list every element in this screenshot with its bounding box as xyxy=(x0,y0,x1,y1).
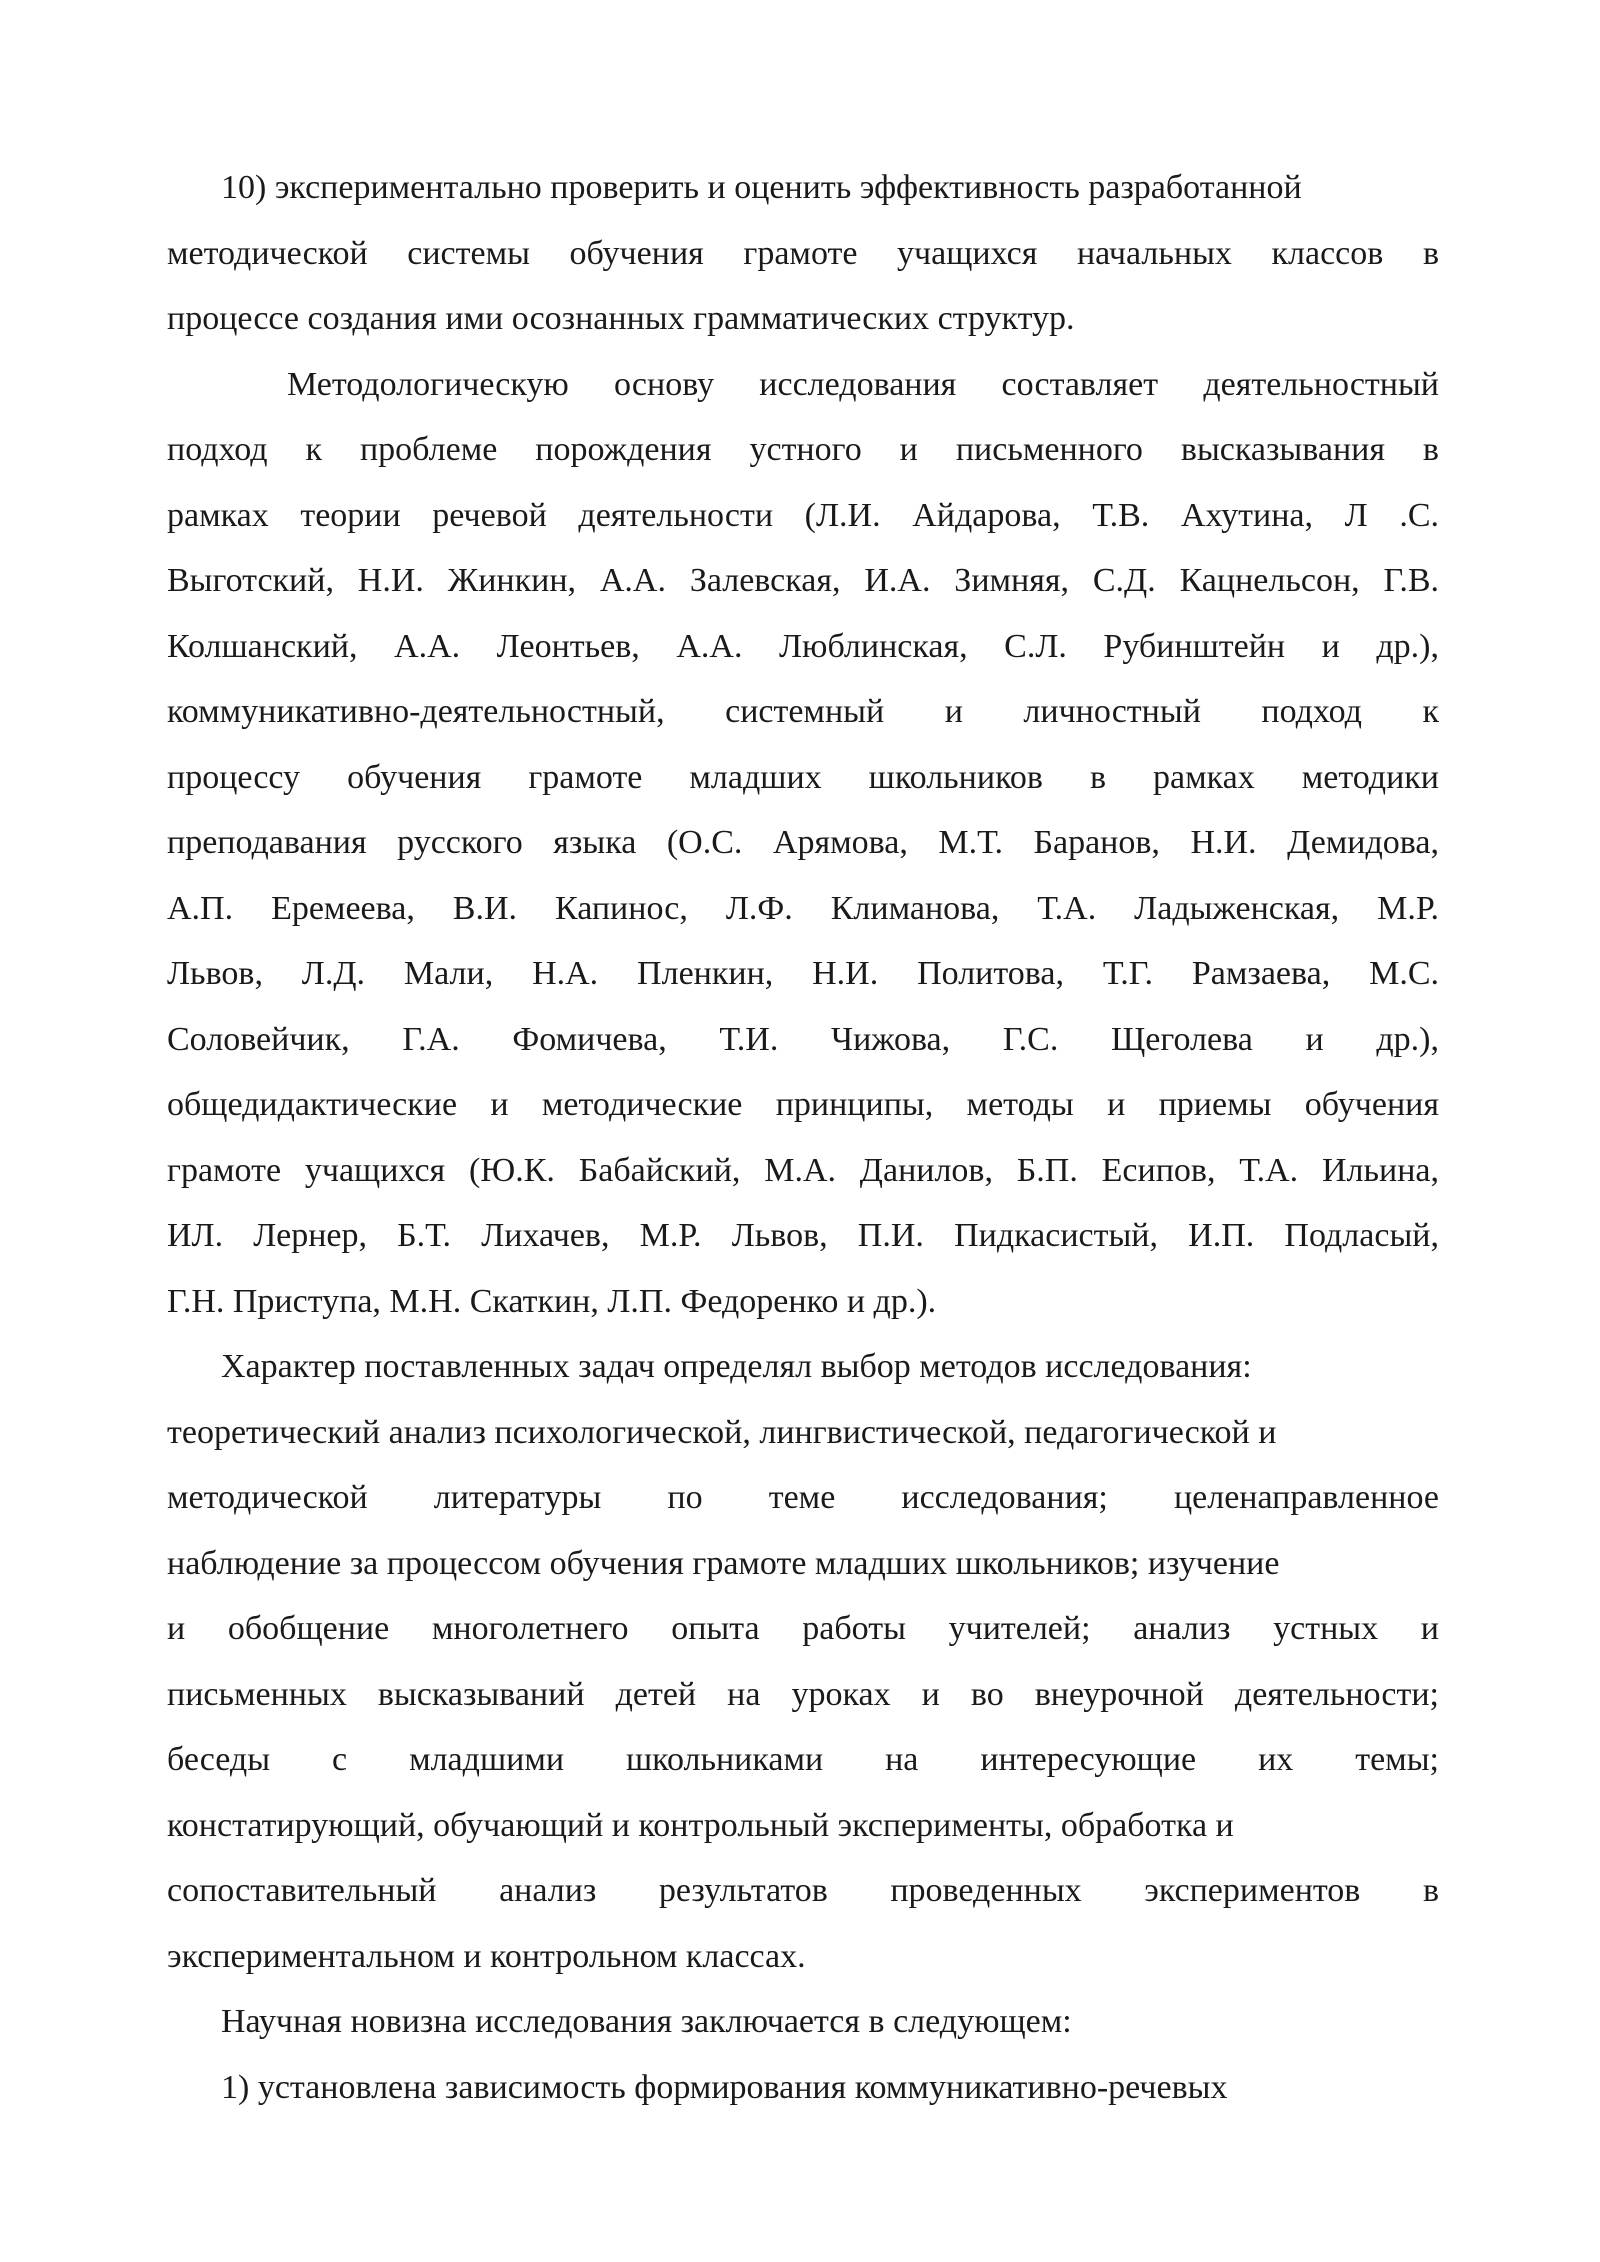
text-line: ИЛ. Лернер, Б.Т. Лихачев, М.Р. Львов, П.И. Пидкасистый, И.П. Подласый, xyxy=(167,1217,1439,1254)
text-line: методической системы обучения грамоте учащихся начальных классов в xyxy=(167,234,1439,272)
text-line: беседы с младшими школьниками на интересующие их темы; xyxy=(167,1741,1439,1778)
text-line: Характер поставленных задач определял выбор методов исследования: xyxy=(221,1348,1252,1385)
text-line: экспериментальном и контрольном классах. xyxy=(167,1937,806,1975)
text-line: теоретический анализ психологической, лингвистической, педагогической и xyxy=(167,1413,1277,1451)
text-line: А.П. Еремеева, В.И. Капинос, Л.Ф. Климанова, Т.А. Ладыженская, М.Р. xyxy=(167,889,1439,927)
text-line: и обобщение многолетнего опыта работы учителей; анализ устных и xyxy=(167,1610,1439,1647)
text-line: рамках теории речевой деятельности (Л.И. Айдарова, Т.В. Ахутина, Л .С. xyxy=(167,496,1439,534)
text-line: коммуникативно-деятельностный, системный и личностный подход к xyxy=(167,693,1439,730)
text-line: Соловейчик, Г.А. Фомичева, Т.И. Чижова, Г.С. Щеголева и др.), xyxy=(167,1020,1439,1058)
text-line: Колшанский, А.А. Леонтьев, А.А. Люблинская, С.Л. Рубинштейн и др.), xyxy=(167,627,1439,665)
text-line: письменных высказываний детей на уроках и во внеурочной деятельности; xyxy=(167,1675,1439,1713)
text-line: процессу обучения грамоте младших школьников в рамках методики xyxy=(167,758,1439,796)
document-body xyxy=(167,155,1439,2120)
text-line: Выготский, Н.И. Жинкин, А.А. Залевская, И.А. Зимняя, С.Д. Кацнельсон, Г.В. xyxy=(167,562,1439,599)
text-line: Львов, Л.Д. Мали, Н.А. Пленкин, Н.И. Политова, Т.Г. Рамзаева, М.С. xyxy=(167,955,1439,992)
text-line: наблюдение за процессом обучения грамоте младших школьников; изучение xyxy=(167,1544,1280,1582)
text-line: преподавания русского языка (О.С. Арямова, М.Т. Баранов, Н.И. Демидова, xyxy=(167,824,1439,861)
text-line: общедидактические и методические принципы, методы и приемы обучения xyxy=(167,1086,1439,1123)
text-line: процессе создания ими осознанных грамматических структур. xyxy=(167,300,1075,337)
text-line: методической литературы по теме исследования; целенаправленное xyxy=(167,1479,1439,1516)
text-line: Методологическую основу исследования составляет деятельностный xyxy=(287,365,1439,403)
text-line: констатирующий, обучающий и контрольный эксперименты, обработка и xyxy=(167,1806,1234,1844)
text-line: грамоте учащихся (Ю.К. Бабайский, М.А. Данилов, Б.П. Есипов, Т.А. Ильина, xyxy=(167,1151,1439,1189)
text-line: Г.Н. Приступа, М.Н. Скаткин, Л.П. Федоренко и др.). xyxy=(167,1282,937,1320)
text-line: Научная новизна исследования заключается в следующем: xyxy=(221,2003,1072,2040)
text-line: 1) установлена зависимость формирования коммуникативно-речевых xyxy=(221,2068,1228,2106)
text-line: сопоставительный анализ результатов проведенных экспериментов в xyxy=(167,1872,1439,1909)
text-line: 10) экспериментально проверить и оценить эффективность разработанной xyxy=(221,169,1302,206)
text-line: подход к проблеме порождения устного и письменного высказывания в xyxy=(167,431,1439,468)
